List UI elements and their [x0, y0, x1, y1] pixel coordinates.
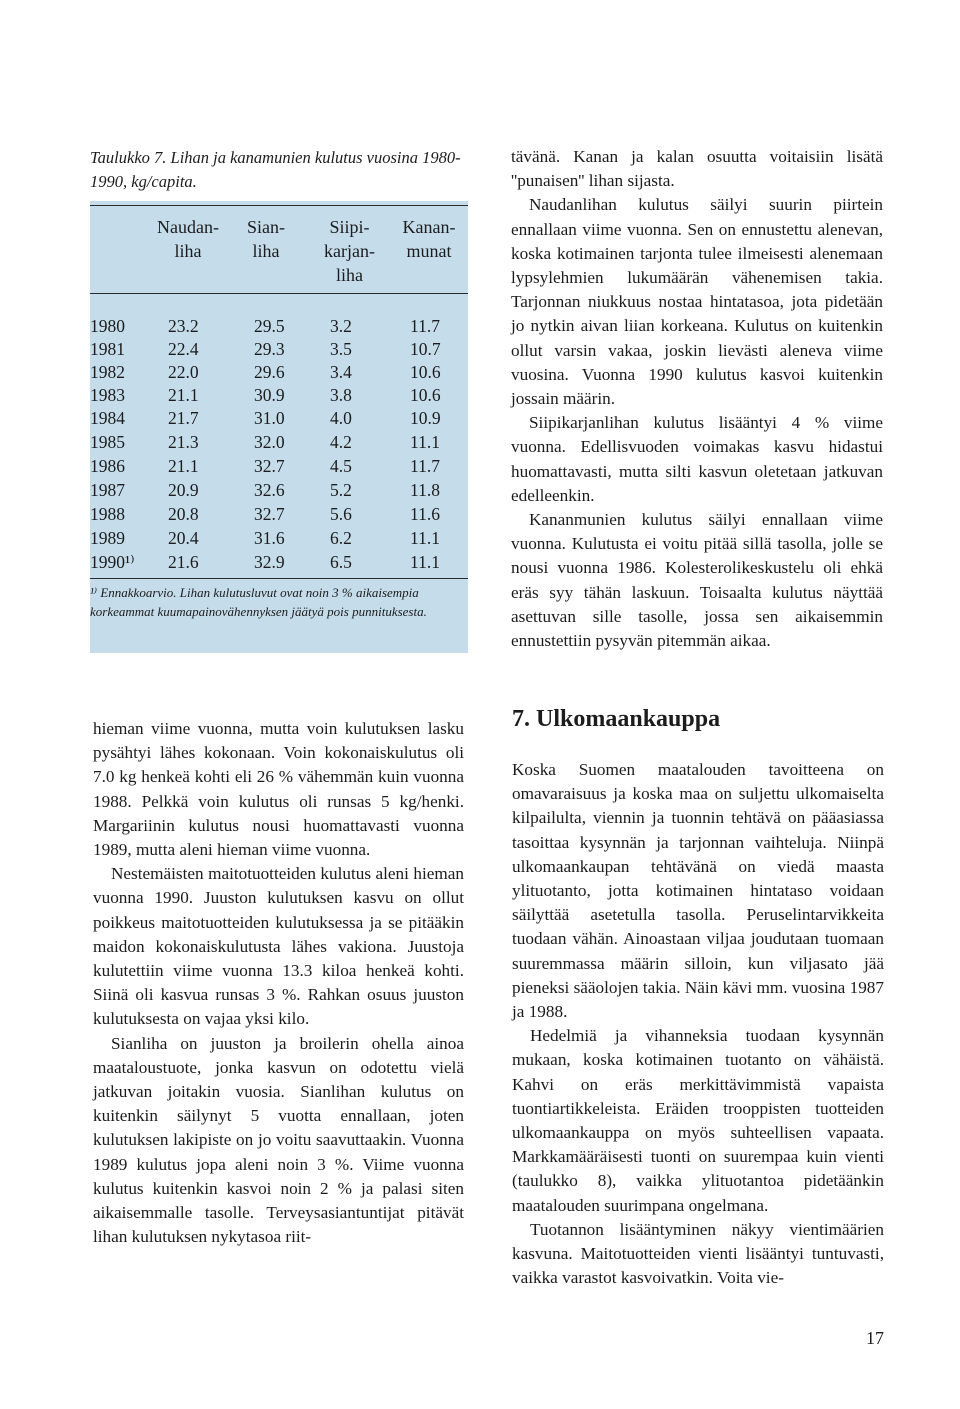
table-bottom-rule	[90, 578, 468, 579]
table-cell: 1982	[90, 362, 125, 382]
table-cell: 1981	[90, 339, 125, 359]
paragraph: Tuotannon lisääntyminen näkyy vientimäärien kasvuna. Maitotuotteiden vienti lisääntyi tuntuvasti, vaikka varastot kasvoivatkin. Voita vie-	[512, 1219, 884, 1288]
left-column-bottom	[93, 717, 464, 1249]
table-cell: 29.3	[254, 339, 285, 359]
table-cell: 32.0	[254, 432, 285, 452]
table-cell: 29.5	[254, 316, 285, 336]
table-row	[90, 315, 468, 338]
paragraph: Naudanlihan kulutus säilyi suurin piirtein ennallaan viime vuonna. Sen on ennustettu alenevan, koska kotimainen tarjonta tulee ilmeisesti alenemaan lypsylehmien lukumäärän vähenemisen takia. Tarjonnan niukkuus nostaa hintatasoa, jota pidetään jo nytkin aivan liian korkeana. Kulutus on kuitenkin ollut varsin vakaa, joskin lievästi aleneva viime vuosina. Vuonna 1990 kulutus kasvoi kuitenkin jossain määrin.	[511, 195, 883, 409]
paragraph: Kananmunien kulutus säilyi ennallaan viime vuonna. Kulutusta ei voitu pitää sillä tasolla, jolle se nousi vuonna 1986. Kolesterolikeskustelu oli ehkä eräs syy tähän laskuun. Toisaalta kulutus näyttää asettuvan sille tasolle, jossa sen aikaisemmin ennustettiin pysyvän pitemmän aikaa.	[511, 510, 883, 651]
col-header-sianliha: Sian- liha	[247, 217, 285, 261]
table-cell: 1990¹⁾	[90, 552, 135, 572]
table-row	[90, 361, 468, 384]
table-cell: 1983	[90, 385, 125, 405]
table-cell: 10.6	[410, 362, 441, 382]
paragraph: Sianliha on juuston ja broilerin ohella ainoa maataloustuote, jonka kasvun on odotettu vielä jatkuvan joitakin vuosia. Sianlihan kulutus on kuitenkin säilynyt 5 vuotta ennallaan, joten kulutuksen lakipiste on jo voitu saavuttaakin. Vuonna 1989 kulutus jopa aleni noin 3 %. Viime vuonna kulutus kuitenkin kasvoi noin 2 % ja palasi siten aikaisemmalle tasolle. Terveysasiantuntijat pitävät lihan kulutuksen nykytasoa riit-	[93, 1033, 464, 1247]
table-row	[90, 551, 468, 574]
table-cell: 32.6	[254, 480, 285, 500]
table-row	[90, 503, 468, 526]
paragraph: Koska Suomen maatalouden tavoitteena on omavaraisuus ja koska maa on suljettu ulkomaiselta kilpailulta, viennin ja tuonnin tehtävä on pääasiassa tasoittaa kysynnän ja tarjonnan vaihteluja. Niinpä ulkomaankaupan tehtävänä on viedä maasta ylituotanto, jotta kotimainen hintataso voidaan säilyttää asetetulla tasolla. Peruselintarvikkeita tuodaan vähän. Ainoastaan viljaa joudutaan tuomaan suuremmassa määrin silloin, kun viljasato jää pieneksi sääolojen takia. Näin kävi mm. vuosina 1987 ja 1988.	[512, 760, 884, 1022]
table-cell: 21.7	[168, 408, 199, 428]
table-cell: 11.1	[410, 552, 440, 572]
table-cell: 11.7	[410, 316, 440, 336]
table-cell: 11.6	[410, 504, 440, 524]
table-cell: 1988	[90, 504, 125, 524]
table-cell: 21.3	[168, 432, 199, 452]
table-cell: 1984	[90, 408, 125, 428]
table-row	[90, 407, 468, 430]
table-row	[90, 338, 468, 361]
table-caption: Taulukko 7. Lihan ja kanamunien kulutus vuosina 1980-1990, kg/capita.	[90, 148, 461, 191]
table-cell: 32.9	[254, 552, 285, 572]
table-row	[90, 431, 468, 454]
table-cell: 10.7	[410, 339, 441, 359]
table-row	[90, 455, 468, 478]
table-top-rule	[90, 205, 468, 206]
table-cell: 31.0	[254, 408, 285, 428]
table-cell: 10.9	[410, 408, 441, 428]
table-row	[90, 479, 468, 502]
table-cell: 1987	[90, 480, 125, 500]
table-cell: 6.2	[330, 528, 352, 548]
table-cell: 31.6	[254, 528, 285, 548]
table-cell: 1986	[90, 456, 125, 476]
table-cell: 21.1	[168, 456, 199, 476]
table-cell: 1989	[90, 528, 125, 548]
table-cell: 6.5	[330, 552, 352, 572]
table-cell: 10.6	[410, 385, 441, 405]
table-cell: 1985	[90, 432, 125, 452]
table-cell: 4.0	[330, 408, 352, 428]
table-cell: 32.7	[254, 456, 285, 476]
table-header-rule	[90, 293, 468, 294]
table-cell: 11.8	[410, 480, 440, 500]
table-cell: 11.7	[410, 456, 440, 476]
table-cell: 32.7	[254, 504, 285, 524]
table-cell: 1980	[90, 316, 125, 336]
table-cell: 3.8	[330, 385, 352, 405]
table-footnote: ¹⁾ Ennakkoarvio. Lihan kulutusluvut ovat noin 3 % aikaisempia korkeammat kuumapainovähennyksen jäätyä pois punnituksesta.	[90, 585, 427, 619]
table-cell: 4.5	[330, 456, 352, 476]
table-row	[90, 384, 468, 407]
col-header-kananmunat: Kanan- munat	[402, 217, 456, 261]
page-number: 17	[866, 1328, 884, 1348]
table-cell: 4.2	[330, 432, 352, 452]
table-row	[90, 527, 468, 550]
paragraph: Siipikarjanlihan kulutus lisääntyi 4 % viime vuonna. Edellisvuoden voimakas kasvu hidastui huomattavasti, mutta silti kasvun oletetaan jatkuvan edelleenkin.	[511, 413, 883, 505]
table-cell: 29.6	[254, 362, 285, 382]
paragraph: Nestemäisten maitotuotteiden kulutus aleni hieman vuonna 1990. Juuston kulutuksen kasvu on ollut poikkeus maitotuotteiden kulutuksessa ja se pitääkin maidon kokonaiskulutusta lähes vakiona. Juustoja kulutettiin viime vuonna 13.3 kiloa henkeä kohti. Siinä oli kasvua runsas 3 %. Rahkan osuus juuston kulutuksesta on vajaa yksi kilo.	[93, 864, 464, 1029]
col-header-naudanliha: Naudan- liha	[157, 217, 219, 261]
table-cell: 20.4	[168, 528, 199, 548]
table-cell: 11.1	[410, 528, 440, 548]
table-cell: 30.9	[254, 385, 285, 405]
table-cell: 3.5	[330, 339, 352, 359]
table-cell: 5.2	[330, 480, 352, 500]
table-cell: 3.4	[330, 362, 352, 382]
table-cell: 21.6	[168, 552, 199, 572]
table-cell: 20.8	[168, 504, 199, 524]
paragraph: tävänä. Kanan ja kalan osuutta voitaisiin lisätä ''punaisen'' lihan sijasta.	[511, 147, 883, 191]
paragraph: Hedelmiä ja vihanneksia tuodaan kysynnän mukaan, koska kotimainen tuotanto on vähäistä. Kahvi on eräs merkittävimmistä vapaista tuontiartikkeleista. Eräiden trooppisten tuotteiden ulkomaankauppa on myös suhteellisen vapaata. Markkamääräisesti tuonti on suurempaa kuin vienti (taulukko 8), vaikka ylituotantoa pidetäänkin maatalouden suurimpana ongelmana.	[512, 1026, 884, 1215]
table-cell: 22.4	[168, 339, 199, 359]
table-cell: 20.9	[168, 480, 199, 500]
right-column-top	[511, 145, 883, 653]
table-cell: 23.2	[168, 316, 199, 336]
table-cell: 5.6	[330, 504, 352, 524]
table-cell: 11.1	[410, 432, 440, 452]
table-cell: 22.0	[168, 362, 199, 382]
right-column-bottom	[512, 758, 884, 1290]
paragraph: hieman viime vuonna, mutta voin kulutuksen lasku pysähtyi lähes kokonaan. Voin kokonaiskulutus oli 7.0 kg henkeä kohti eli 26 % vähemmän kuin vuonna 1988. Pelkkä voin kulutus oli runsas 5 kg/henki. Margariinin kulutus nousi huomattavasti vuonna 1989, mutta aleni hieman viime vuonna.	[93, 719, 464, 860]
col-header-siipikarjanliha: Siipi- karjan- liha	[324, 217, 375, 285]
table-cell: 3.2	[330, 316, 352, 336]
consumption-table	[90, 201, 468, 653]
section-heading: 7. Ulkomaankauppa	[512, 706, 721, 732]
table-cell: 21.1	[168, 385, 199, 405]
